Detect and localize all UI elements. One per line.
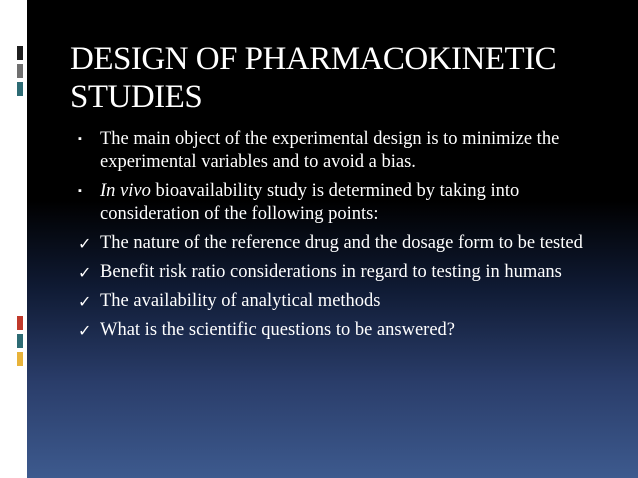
checkmark-icon: ✓ bbox=[78, 321, 92, 340]
decorative-bar bbox=[17, 64, 23, 78]
checkmark-icon: ✓ bbox=[78, 263, 92, 282]
bullet-text: What is the scientific questions to be answered? bbox=[100, 320, 455, 340]
slide-title: DESIGN OF PHARMACOKINETIC STUDIES bbox=[70, 41, 557, 115]
bullet-item bbox=[78, 180, 618, 226]
decorative-bar bbox=[17, 46, 23, 60]
bullet-item bbox=[78, 261, 618, 284]
bullet-text: bioavailability study is determined by taking into consideration of the following points: bbox=[100, 181, 520, 224]
decorative-bar bbox=[17, 352, 23, 366]
bullet-text: Benefit risk ratio considerations in regard to testing in humans bbox=[100, 262, 562, 282]
bullet-list bbox=[78, 128, 618, 348]
bullet-text: The nature of the reference drug and the dosage form to be tested bbox=[100, 233, 583, 253]
decorative-bar bbox=[17, 316, 23, 330]
bullet-item bbox=[78, 128, 618, 174]
bullet-item bbox=[78, 290, 618, 313]
decorative-bar bbox=[17, 334, 23, 348]
checkmark-icon: ✓ bbox=[78, 292, 92, 311]
bullet-italic-text: In vivo bbox=[100, 181, 151, 201]
bullet-text: The availability of analytical methods bbox=[100, 291, 381, 311]
bullet-text: The main object of the experimental design is to minimize the experimental variables and to avoid a bias. bbox=[100, 129, 560, 172]
bullet-item bbox=[78, 319, 618, 342]
bullet-item bbox=[78, 232, 618, 255]
square-bullet-icon: ▪ bbox=[78, 133, 82, 145]
decorative-bar bbox=[17, 82, 23, 96]
square-bullet-icon: ▪ bbox=[78, 185, 82, 197]
checkmark-icon: ✓ bbox=[78, 234, 92, 253]
